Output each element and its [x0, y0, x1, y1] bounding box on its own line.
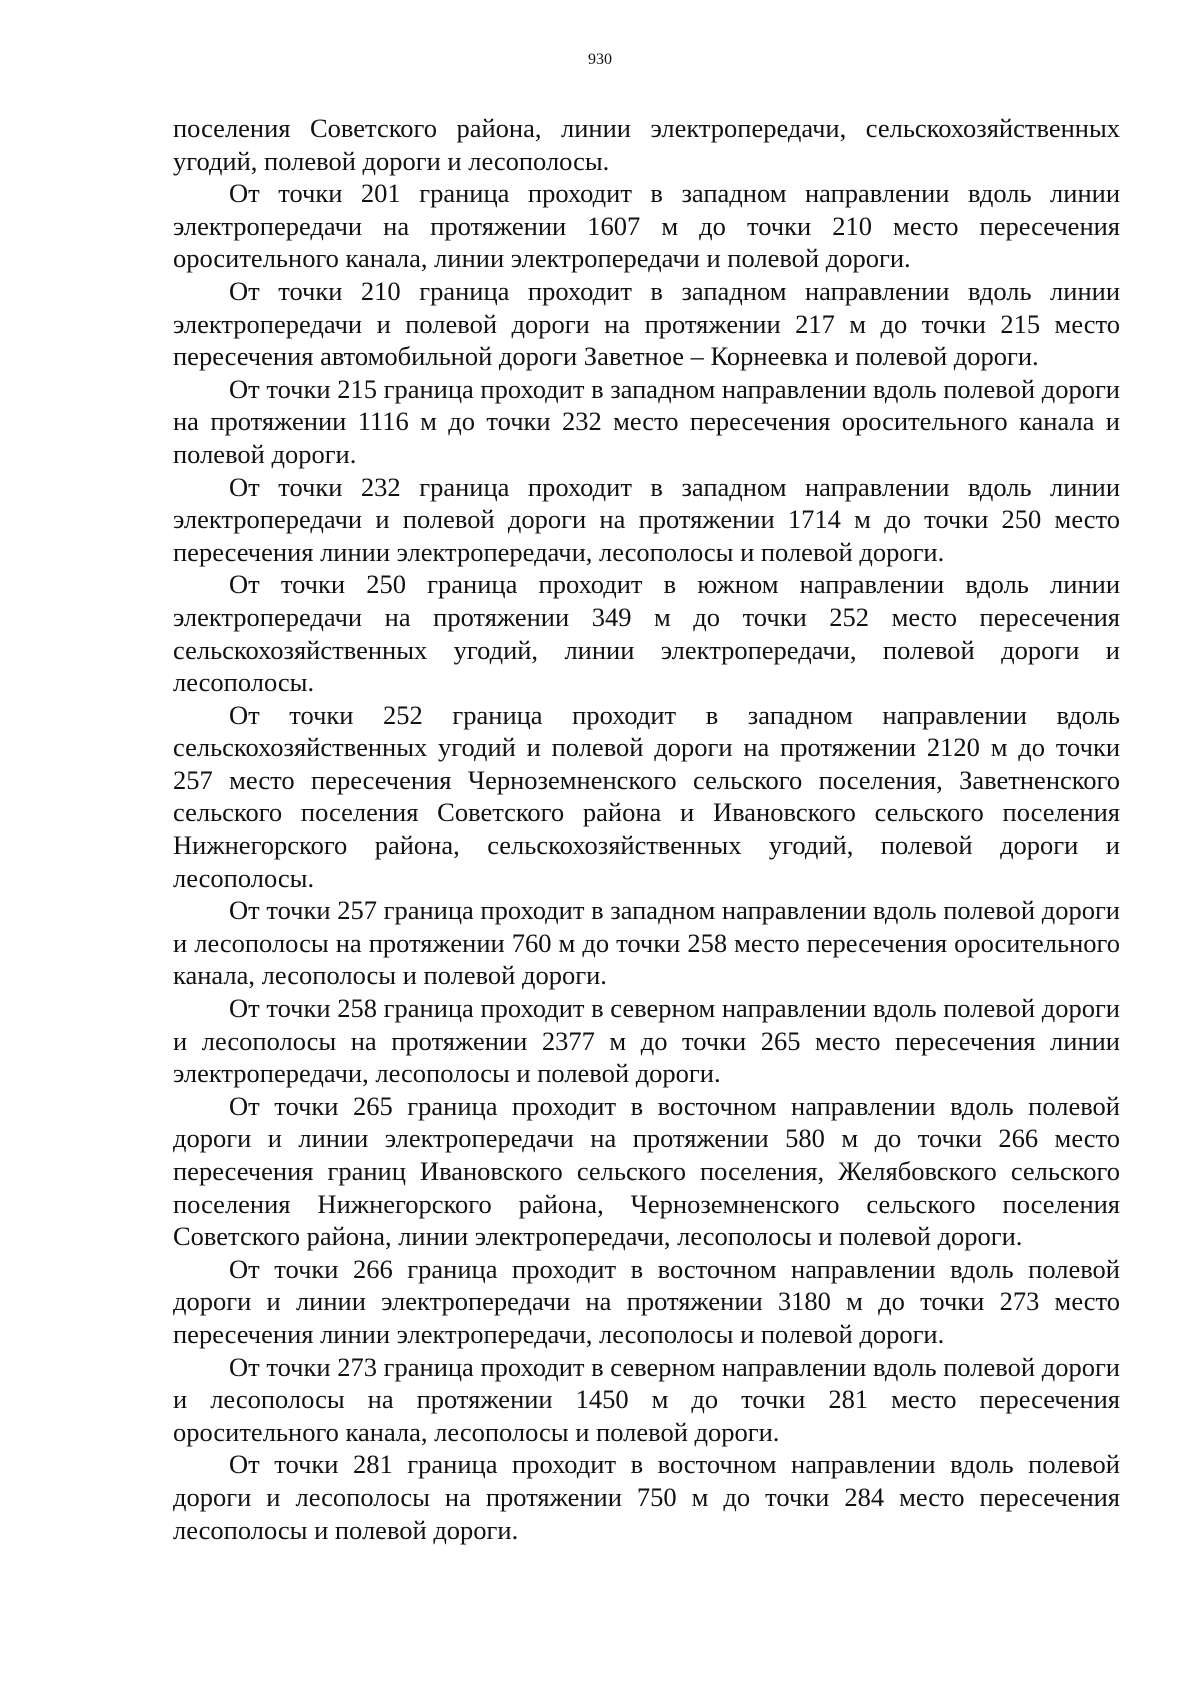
paragraph-point-281: От точки 281 граница проходит в восточном направлении вдоль полевой дороги и лесополосы на протяжении 750 м до точки 284 место пересечения лесополосы и полевой дороги. — [173, 1449, 1120, 1545]
paragraph-point-210: От точки 210 граница проходит в западном направлении вдоль линии электропередачи и полевой дороги на протяжении 217 м до точки 215 место пересечения автомобильной дороги Заветное – Корнеевка и полевой дороги. — [173, 275, 1120, 372]
paragraph-point-265: От точки 265 граница проходит в восточном направлении вдоль полевой дороги и линии электропередачи на протяжении 580 м до точки 266 место пересечения границ Ивановского сельского поселения, Желябовского сельского поселения Нижнегорского района, Черноземненского сельского поселения Советского района, линии электропередачи, лесополосы и полевой дороги. — [173, 1090, 1120, 1252]
page-number: 930 — [588, 51, 612, 68]
paragraph-point-215: От точки 215 граница проходит в западном направлении вдоль полевой дороги на протяжении 1116 м до точки 232 место пересечения оросительного канала и полевой дороги. — [173, 373, 1120, 469]
document-body — [173, 112, 1120, 1546]
paragraph-point-250: От точки 250 граница проходит в южном направлении вдоль линии электропередачи на протяжении 349 м до точки 252 место пересечения сельскохозяйственных угодий, линии электропередачи, полевой дороги и лесополосы. — [173, 569, 1120, 698]
paragraph-point-266: От точки 266 граница проходит в восточном направлении вдоль полевой дороги и линии электропередачи на протяжении 3180 м до точки 273 место пересечения линии электропередачи, лесополосы и полевой дороги. — [173, 1253, 1120, 1349]
paragraph-continuation: поселения Советского района, линии электропередачи, сельскохозяйственных угодий, полевой дороги и лесополосы. — [173, 113, 1120, 176]
paragraph-point-201: От точки 201 граница проходит в западном направлении вдоль линии электропередачи на протяжении 1607 м до точки 210 место пересечения оросительного канала, линии электропередачи и полевой дороги. — [173, 178, 1120, 274]
paragraph-point-252: От точки 252 граница проходит в западном направлении вдоль сельскохозяйственных угодий и полевой дороги на протяжении 2120 м до точки 257 место пересечения Черноземненского сельского поселения, Заветненского сельского поселения Советского района и Ивановского сельского поселения Нижнегорского района, сельскохозяйственных угодий, полевой дороги и лесополосы. — [173, 699, 1120, 893]
paragraph-point-273: От точки 273 граница проходит в северном направлении вдоль полевой дороги и лесополосы на протяжении 1450 м до точки 281 место пересечения оросительного канала, лесополосы и полевой дороги. — [173, 1351, 1120, 1447]
paragraph-point-257: От точки 257 граница проходит в западном направлении вдоль полевой дороги и лесополосы на протяжении 760 м до точки 258 место пересечения оросительного канала, лесополосы и полевой дороги. — [173, 895, 1120, 991]
paragraph-point-232: От точки 232 граница проходит в западном направлении вдоль линии электропередачи и полевой дороги на протяжении 1714 м до точки 250 место пересечения линии электропередачи, лесополосы и полевой дороги. — [173, 471, 1120, 567]
paragraph-point-258: От точки 258 граница проходит в северном направлении вдоль полевой дороги и лесополосы на протяжении 2377 м до точки 265 место пересечения линии электропередачи, лесополосы и полевой дороги. — [173, 993, 1120, 1089]
